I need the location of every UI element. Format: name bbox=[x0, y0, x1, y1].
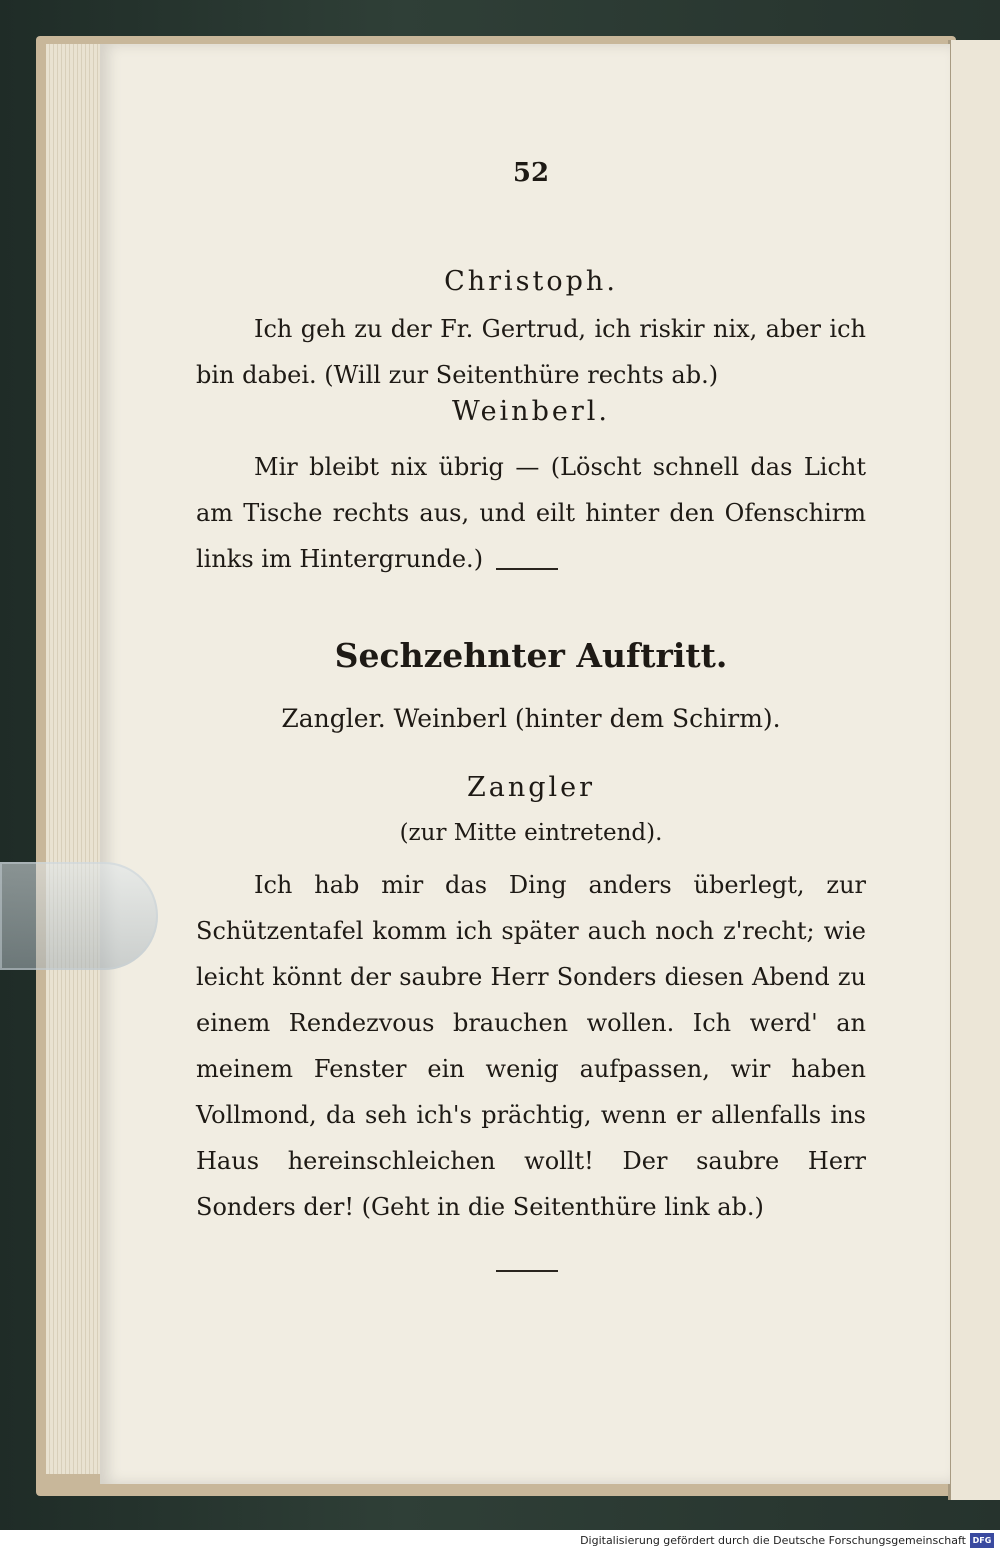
separator-rule bbox=[496, 568, 558, 570]
book-page bbox=[100, 44, 950, 1484]
page-number: 52 bbox=[512, 158, 550, 188]
page-stack-edge bbox=[46, 44, 106, 1474]
dialogue-text: Mir bleibt nix übrig — (Löscht schnell das Licht am Tische rechts aus, und eilt hinter den Ofenschirm links im Hintergrunde.) bbox=[196, 453, 866, 573]
speaker-zangler: Zangler bbox=[466, 772, 596, 803]
cast-list: Zangler. Weinberl (hinter dem Schirm). bbox=[281, 704, 781, 733]
facing-page-edge bbox=[950, 40, 1000, 1500]
dfg-logo: DFG bbox=[970, 1533, 994, 1548]
dialogue-christoph bbox=[196, 306, 866, 398]
stage-direction: (zur Mitte eintretend). bbox=[399, 820, 663, 846]
footer-credit: Digitalisierung gefördert durch die Deutsche Forschungsgemeinschaft bbox=[580, 1534, 966, 1547]
speaker-weinberl: Weinberl. bbox=[452, 396, 610, 427]
dialogue-weinberl bbox=[196, 444, 866, 582]
dialogue-zangler bbox=[196, 862, 866, 1230]
speaker-christoph: Christoph. bbox=[444, 266, 618, 297]
dialogue-text: Ich geh zu der Fr. Gertrud, ich riskir nix, aber ich bin dabei. (Will zur Seitenthüre rechts ab.) bbox=[196, 315, 866, 389]
page-marker-tab bbox=[0, 862, 158, 970]
footer-bar bbox=[0, 1530, 1000, 1552]
scene-heading: Sechzehnter Auftritt. bbox=[334, 636, 728, 675]
dialogue-text: Ich hab mir das Ding anders überlegt, zur Schützentafel komm ich später auch noch z'recht; wie leicht könnt der saubre Herr Sonders diesen Abend zu einem Rendezvous brauchen wollen. Ich werd' an meinem Fenster ein wenig aufpassen, wir haben Vollmond, da seh ich's prächtig, wenn er allenfalls ins Haus hereinschleichen wollt! Der saubre Herr Sonders der! (Geht in die Seitenthüre link ab.) bbox=[196, 871, 866, 1221]
separator-rule bbox=[496, 1270, 558, 1272]
